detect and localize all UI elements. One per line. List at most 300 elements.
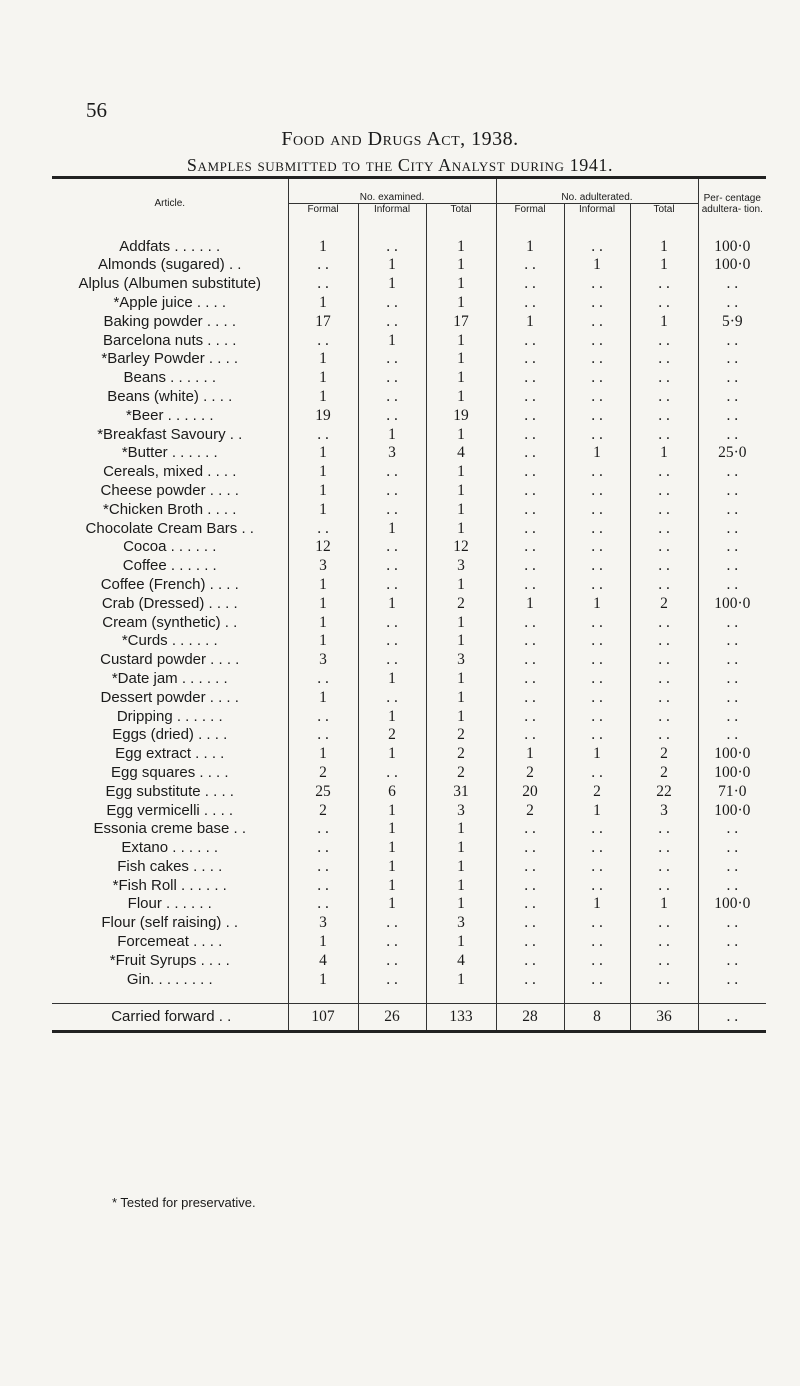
cell-ad-total: . . bbox=[630, 369, 698, 388]
cell-percentage: . . bbox=[698, 707, 766, 726]
cell-ex-informal: . . bbox=[358, 970, 426, 989]
cell-ad-formal: 2 bbox=[496, 801, 564, 820]
cell-ad-informal: . . bbox=[564, 500, 630, 519]
total-ad-formal: 28 bbox=[496, 1004, 564, 1032]
cell-ex-formal: 1 bbox=[288, 745, 358, 764]
table-row bbox=[52, 670, 766, 689]
cell-percentage: . . bbox=[698, 726, 766, 745]
cell-article: Essonia creme base . . bbox=[93, 820, 247, 838]
cell-ad-total: . . bbox=[630, 632, 698, 651]
cell-article: Egg squares . . . . bbox=[110, 763, 229, 781]
cell-ad-total: . . bbox=[630, 482, 698, 501]
cell-article: *Fish Roll . . . . . . bbox=[112, 876, 227, 894]
cell-ex-informal: 1 bbox=[358, 519, 426, 538]
cell-percentage: . . bbox=[698, 463, 766, 482]
cell-ex-formal: . . bbox=[288, 331, 358, 350]
cell-ad-total: 1 bbox=[630, 895, 698, 914]
cell-ex-informal: 1 bbox=[358, 858, 426, 877]
cell-ex-total: 1 bbox=[426, 858, 496, 877]
cell-ex-total: 1 bbox=[426, 613, 496, 632]
cell-ex-formal: 1 bbox=[288, 970, 358, 989]
cell-percentage: . . bbox=[698, 933, 766, 952]
cell-article: *Curds . . . . . . bbox=[121, 632, 218, 650]
cell-ad-informal: . . bbox=[564, 557, 630, 576]
cell-ex-informal: . . bbox=[358, 482, 426, 501]
cell-ex-total: 2 bbox=[426, 726, 496, 745]
table-row bbox=[52, 820, 766, 839]
cell-ex-formal: 4 bbox=[288, 951, 358, 970]
cell-article: Coffee (French) . . . . bbox=[100, 575, 239, 593]
cell-article: Flour (self raising) . . bbox=[101, 914, 239, 932]
cell-ex-formal: 1 bbox=[288, 350, 358, 369]
table-row bbox=[52, 500, 766, 519]
cell-ad-formal: . . bbox=[496, 482, 564, 501]
cell-percentage: . . bbox=[698, 425, 766, 444]
table-row bbox=[52, 576, 766, 595]
table-row bbox=[52, 651, 766, 670]
cell-ex-total: 1 bbox=[426, 688, 496, 707]
cell-ad-total: . . bbox=[630, 876, 698, 895]
cell-percentage: 100·0 bbox=[698, 745, 766, 764]
cell-ex-informal: 1 bbox=[358, 594, 426, 613]
cell-article: Cheese powder . . . . bbox=[100, 481, 239, 499]
cell-ad-informal: . . bbox=[564, 228, 630, 256]
cell-ad-total: 1 bbox=[630, 256, 698, 275]
cell-percentage: . . bbox=[698, 275, 766, 294]
table-row bbox=[52, 914, 766, 933]
table-row bbox=[52, 350, 766, 369]
cell-ex-informal: 1 bbox=[358, 745, 426, 764]
cell-ad-formal: . . bbox=[496, 557, 564, 576]
cell-ex-formal: 12 bbox=[288, 538, 358, 557]
table-row bbox=[52, 406, 766, 425]
cell-ad-informal: . . bbox=[564, 463, 630, 482]
cell-ad-formal: . . bbox=[496, 933, 564, 952]
cell-ad-formal: . . bbox=[496, 519, 564, 538]
cell-article: Dessert powder . . . . bbox=[100, 688, 239, 706]
cell-ad-informal: 1 bbox=[564, 745, 630, 764]
cell-ad-formal: . . bbox=[496, 707, 564, 726]
cell-article: Egg vermicelli . . . . bbox=[106, 801, 234, 819]
cell-percentage: . . bbox=[698, 538, 766, 557]
cell-ex-informal: . . bbox=[358, 951, 426, 970]
cell-ex-formal: . . bbox=[288, 858, 358, 877]
cell-ad-informal: . . bbox=[564, 538, 630, 557]
cell-ad-formal: . . bbox=[496, 256, 564, 275]
cell-ad-formal: . . bbox=[496, 350, 564, 369]
cell-ad-informal: . . bbox=[564, 275, 630, 294]
cell-article: Barcelona nuts . . . . bbox=[103, 331, 237, 349]
cell-ex-total: 17 bbox=[426, 312, 496, 331]
cell-ad-total: 3 bbox=[630, 801, 698, 820]
table-row bbox=[52, 970, 766, 989]
cell-ad-total: . . bbox=[630, 557, 698, 576]
cell-ex-total: 1 bbox=[426, 933, 496, 952]
cell-ex-total: 1 bbox=[426, 876, 496, 895]
cell-percentage: . . bbox=[698, 688, 766, 707]
cell-percentage: . . bbox=[698, 820, 766, 839]
cell-article: Flour . . . . . . bbox=[127, 895, 212, 913]
cell-percentage: 100·0 bbox=[698, 228, 766, 256]
cell-ex-informal: . . bbox=[358, 914, 426, 933]
cell-ex-informal: . . bbox=[358, 688, 426, 707]
total-percentage: . . bbox=[698, 1004, 766, 1032]
table-body bbox=[52, 228, 766, 1032]
cell-article: Almonds (sugared) . . bbox=[98, 256, 242, 274]
cell-ad-total: . . bbox=[630, 294, 698, 313]
cell-ad-formal: 1 bbox=[496, 745, 564, 764]
cell-article: Cream (synthetic) . . bbox=[102, 613, 238, 631]
cell-ad-informal: . . bbox=[564, 726, 630, 745]
cell-ex-total: 2 bbox=[426, 594, 496, 613]
table-row bbox=[52, 444, 766, 463]
cell-ex-informal: 1 bbox=[358, 707, 426, 726]
cell-ex-total: 1 bbox=[426, 970, 496, 989]
table-row bbox=[52, 876, 766, 895]
cell-ad-formal: . . bbox=[496, 406, 564, 425]
cell-ad-total: . . bbox=[630, 858, 698, 877]
cell-ad-informal: . . bbox=[564, 425, 630, 444]
cell-ad-formal: . . bbox=[496, 331, 564, 350]
cell-ad-total: . . bbox=[630, 425, 698, 444]
cell-ad-total: 22 bbox=[630, 782, 698, 801]
cell-ad-formal: . . bbox=[496, 951, 564, 970]
cell-ex-informal: 1 bbox=[358, 839, 426, 858]
table-row bbox=[52, 726, 766, 745]
table-row bbox=[52, 951, 766, 970]
cell-ad-informal: . . bbox=[564, 482, 630, 501]
cell-ex-informal: . . bbox=[358, 764, 426, 783]
cell-percentage: 100·0 bbox=[698, 764, 766, 783]
cell-article: Beans . . . . . . bbox=[123, 369, 217, 387]
cell-ex-informal: . . bbox=[358, 350, 426, 369]
table-row bbox=[52, 294, 766, 313]
cell-ad-informal: . . bbox=[564, 632, 630, 651]
cell-ex-total: 31 bbox=[426, 782, 496, 801]
cell-ad-informal: . . bbox=[564, 350, 630, 369]
cell-ad-informal: . . bbox=[564, 331, 630, 350]
cell-ex-formal: 19 bbox=[288, 406, 358, 425]
cell-ad-total: 2 bbox=[630, 594, 698, 613]
cell-ad-total: . . bbox=[630, 970, 698, 989]
cell-ex-total: 12 bbox=[426, 538, 496, 557]
cell-percentage: . . bbox=[698, 331, 766, 350]
page-title: Food and Drugs Act, 1938. bbox=[281, 128, 519, 150]
cell-ad-formal: . . bbox=[496, 538, 564, 557]
cell-ad-total: . . bbox=[630, 350, 698, 369]
cell-ex-total: 1 bbox=[426, 707, 496, 726]
cell-percentage: . . bbox=[698, 406, 766, 425]
cell-ad-total: . . bbox=[630, 406, 698, 425]
cell-ex-formal: . . bbox=[288, 256, 358, 275]
cell-ex-total: 1 bbox=[426, 519, 496, 538]
cell-ad-formal: . . bbox=[496, 839, 564, 858]
cell-ex-formal: 1 bbox=[288, 444, 358, 463]
header-ad-formal: Formal bbox=[496, 204, 564, 229]
samples-table bbox=[52, 176, 766, 1033]
cell-percentage: . . bbox=[698, 557, 766, 576]
cell-percentage: . . bbox=[698, 294, 766, 313]
cell-ex-formal: 1 bbox=[288, 294, 358, 313]
cell-ad-total: . . bbox=[630, 388, 698, 407]
carried-forward-row bbox=[52, 1004, 766, 1032]
cell-percentage: . . bbox=[698, 839, 766, 858]
cell-ad-total: . . bbox=[630, 726, 698, 745]
cell-ad-informal: 1 bbox=[564, 594, 630, 613]
cell-ex-informal: 1 bbox=[358, 670, 426, 689]
header-ad-total: Total bbox=[630, 204, 698, 229]
cell-ad-informal: . . bbox=[564, 951, 630, 970]
cell-ex-formal: . . bbox=[288, 876, 358, 895]
cell-ex-informal: . . bbox=[358, 538, 426, 557]
cell-ex-formal: 1 bbox=[288, 594, 358, 613]
cell-article: *Breakfast Savoury . . bbox=[97, 425, 243, 443]
cell-ex-total: 1 bbox=[426, 294, 496, 313]
cell-ex-formal: 1 bbox=[288, 463, 358, 482]
cell-percentage: . . bbox=[698, 500, 766, 519]
cell-ex-total: 1 bbox=[426, 463, 496, 482]
cell-ex-formal: 3 bbox=[288, 557, 358, 576]
cell-ex-informal: 1 bbox=[358, 256, 426, 275]
cell-ex-total: 1 bbox=[426, 228, 496, 256]
cell-percentage: . . bbox=[698, 369, 766, 388]
cell-article: Fish cakes . . . . bbox=[117, 857, 223, 875]
cell-ex-informal: 1 bbox=[358, 801, 426, 820]
total-ad-informal: 8 bbox=[564, 1004, 630, 1032]
cell-ex-informal: . . bbox=[358, 463, 426, 482]
cell-ad-formal: . . bbox=[496, 858, 564, 877]
cell-ex-formal: 1 bbox=[288, 482, 358, 501]
cell-percentage: . . bbox=[698, 632, 766, 651]
cell-ad-formal: . . bbox=[496, 914, 564, 933]
cell-ex-informal: . . bbox=[358, 557, 426, 576]
total-ex-informal: 26 bbox=[358, 1004, 426, 1032]
cell-ex-informal: 1 bbox=[358, 895, 426, 914]
table-row bbox=[52, 369, 766, 388]
cell-ad-formal: . . bbox=[496, 463, 564, 482]
cell-ad-formal: . . bbox=[496, 632, 564, 651]
cell-ex-formal: 1 bbox=[288, 388, 358, 407]
cell-ad-informal: . . bbox=[564, 519, 630, 538]
cell-ex-formal: . . bbox=[288, 726, 358, 745]
header-percentage: Per- centage adultera- tion. bbox=[698, 178, 766, 229]
cell-ex-formal: . . bbox=[288, 820, 358, 839]
cell-ad-informal: . . bbox=[564, 388, 630, 407]
cell-ex-informal: . . bbox=[358, 388, 426, 407]
cell-article: Chocolate Cream Bars . . bbox=[85, 519, 254, 537]
cell-ex-informal: . . bbox=[358, 576, 426, 595]
cell-ad-informal: 1 bbox=[564, 895, 630, 914]
cell-ad-informal: . . bbox=[564, 670, 630, 689]
cell-ex-informal: . . bbox=[358, 933, 426, 952]
cell-ad-total: 2 bbox=[630, 745, 698, 764]
table-row bbox=[52, 745, 766, 764]
cell-article: Cocoa . . . . . . bbox=[123, 538, 217, 556]
cell-ex-total: 4 bbox=[426, 951, 496, 970]
table-row bbox=[52, 688, 766, 707]
cell-ex-informal: 1 bbox=[358, 820, 426, 839]
cell-ad-formal: 1 bbox=[496, 228, 564, 256]
cell-percentage: . . bbox=[698, 519, 766, 538]
cell-ex-informal: . . bbox=[358, 228, 426, 256]
cell-ad-formal: . . bbox=[496, 876, 564, 895]
cell-ex-informal: 3 bbox=[358, 444, 426, 463]
cell-percentage: 100·0 bbox=[698, 256, 766, 275]
cell-percentage: 100·0 bbox=[698, 594, 766, 613]
cell-ad-formal: . . bbox=[496, 651, 564, 670]
cell-article: Egg substitute . . . . bbox=[105, 782, 234, 800]
cell-ad-informal: . . bbox=[564, 707, 630, 726]
cell-article: *Apple juice . . . . bbox=[113, 293, 227, 311]
cell-ex-informal: . . bbox=[358, 312, 426, 331]
cell-ad-total: 2 bbox=[630, 764, 698, 783]
table-row bbox=[52, 228, 766, 256]
cell-ex-total: 19 bbox=[426, 406, 496, 425]
cell-ad-informal: . . bbox=[564, 688, 630, 707]
header-ex-formal: Formal bbox=[288, 204, 358, 229]
cell-ad-formal: . . bbox=[496, 820, 564, 839]
cell-ex-formal: 2 bbox=[288, 801, 358, 820]
cell-percentage: . . bbox=[698, 576, 766, 595]
cell-ex-formal: . . bbox=[288, 519, 358, 538]
cell-ad-formal: . . bbox=[496, 726, 564, 745]
cell-ad-total: . . bbox=[630, 538, 698, 557]
cell-ex-total: 4 bbox=[426, 444, 496, 463]
cell-ex-total: 1 bbox=[426, 275, 496, 294]
cell-article: Alplus (Albumen substitute) bbox=[78, 275, 262, 293]
cell-ad-total: . . bbox=[630, 933, 698, 952]
cell-percentage: 71·0 bbox=[698, 782, 766, 801]
spacer-row bbox=[52, 989, 766, 1004]
cell-ex-informal: . . bbox=[358, 369, 426, 388]
cell-ad-formal: . . bbox=[496, 500, 564, 519]
cell-article: Extano . . . . . . bbox=[121, 839, 219, 857]
cell-ad-informal: . . bbox=[564, 970, 630, 989]
table-row bbox=[52, 331, 766, 350]
table-row bbox=[52, 482, 766, 501]
cell-ex-total: 1 bbox=[426, 839, 496, 858]
cell-ex-total: 1 bbox=[426, 350, 496, 369]
cell-ex-formal: 1 bbox=[288, 613, 358, 632]
cell-ex-formal: . . bbox=[288, 895, 358, 914]
total-article: Carried forward . . bbox=[52, 1004, 288, 1032]
cell-ex-total: 1 bbox=[426, 256, 496, 275]
cell-ex-informal: . . bbox=[358, 294, 426, 313]
cell-ad-informal: . . bbox=[564, 651, 630, 670]
cell-ad-formal: . . bbox=[496, 425, 564, 444]
cell-ex-total: 1 bbox=[426, 500, 496, 519]
cell-ex-formal: 1 bbox=[288, 500, 358, 519]
cell-percentage: . . bbox=[698, 482, 766, 501]
table-row bbox=[52, 538, 766, 557]
cell-ad-formal: 2 bbox=[496, 764, 564, 783]
cell-percentage: . . bbox=[698, 970, 766, 989]
cell-percentage: . . bbox=[698, 613, 766, 632]
cell-ad-total: . . bbox=[630, 651, 698, 670]
cell-ad-total: . . bbox=[630, 820, 698, 839]
table-row bbox=[52, 557, 766, 576]
cell-ad-formal: . . bbox=[496, 895, 564, 914]
cell-article: Beans (white) . . . . bbox=[107, 387, 233, 405]
cell-ex-total: 3 bbox=[426, 557, 496, 576]
cell-ex-formal: 3 bbox=[288, 651, 358, 670]
cell-percentage: . . bbox=[698, 670, 766, 689]
cell-ex-total: 1 bbox=[426, 425, 496, 444]
table-row bbox=[52, 613, 766, 632]
cell-ad-informal: 2 bbox=[564, 782, 630, 801]
cell-ad-total: . . bbox=[630, 613, 698, 632]
header-ad-informal: Informal bbox=[564, 204, 630, 229]
cell-ad-formal: 1 bbox=[496, 594, 564, 613]
cell-percentage: . . bbox=[698, 388, 766, 407]
cell-ad-total: 1 bbox=[630, 444, 698, 463]
cell-ex-formal: . . bbox=[288, 275, 358, 294]
cell-ad-informal: . . bbox=[564, 933, 630, 952]
cell-percentage: . . bbox=[698, 350, 766, 369]
cell-percentage: 25·0 bbox=[698, 444, 766, 463]
cell-ad-formal: . . bbox=[496, 369, 564, 388]
total-ex-formal: 107 bbox=[288, 1004, 358, 1032]
cell-ex-total: 1 bbox=[426, 895, 496, 914]
table-row bbox=[52, 839, 766, 858]
cell-ex-formal: 1 bbox=[288, 228, 358, 256]
cell-ad-informal: . . bbox=[564, 858, 630, 877]
cell-article: *Barley Powder . . . . bbox=[101, 350, 239, 368]
cell-article: *Beer . . . . . . bbox=[125, 406, 214, 424]
cell-ex-formal: 2 bbox=[288, 764, 358, 783]
cell-ad-formal: . . bbox=[496, 388, 564, 407]
cell-percentage: . . bbox=[698, 876, 766, 895]
cell-ex-formal: 1 bbox=[288, 632, 358, 651]
table-row bbox=[52, 895, 766, 914]
cell-percentage: . . bbox=[698, 951, 766, 970]
cell-ad-informal: 1 bbox=[564, 256, 630, 275]
cell-ex-total: 1 bbox=[426, 331, 496, 350]
cell-ex-formal: 1 bbox=[288, 369, 358, 388]
cell-ex-formal: . . bbox=[288, 425, 358, 444]
cell-ad-informal: . . bbox=[564, 294, 630, 313]
cell-article: Cereals, mixed . . . . bbox=[103, 463, 237, 481]
cell-ad-total: . . bbox=[630, 951, 698, 970]
cell-ex-formal: 17 bbox=[288, 312, 358, 331]
header-ex-informal: Informal bbox=[358, 204, 426, 229]
cell-ad-informal: . . bbox=[564, 876, 630, 895]
cell-percentage: . . bbox=[698, 858, 766, 877]
cell-article: *Date jam . . . . . . bbox=[111, 669, 228, 687]
cell-ex-total: 3 bbox=[426, 651, 496, 670]
cell-ad-formal: . . bbox=[496, 294, 564, 313]
cell-ex-total: 1 bbox=[426, 369, 496, 388]
cell-ex-total: 1 bbox=[426, 632, 496, 651]
table-row bbox=[52, 463, 766, 482]
cell-ex-formal: 1 bbox=[288, 933, 358, 952]
cell-ad-informal: 1 bbox=[564, 801, 630, 820]
cell-article: *Chicken Broth . . . . bbox=[103, 500, 237, 518]
cell-ex-informal: . . bbox=[358, 406, 426, 425]
cell-ad-total: 1 bbox=[630, 312, 698, 331]
header-examined: No. examined. bbox=[288, 178, 496, 204]
cell-ex-formal: 1 bbox=[288, 576, 358, 595]
cell-ad-total: . . bbox=[630, 463, 698, 482]
cell-article: Egg extract . . . . bbox=[115, 745, 225, 763]
cell-article: Coffee . . . . . . bbox=[122, 557, 217, 575]
table-row bbox=[52, 388, 766, 407]
cell-ex-informal: . . bbox=[358, 632, 426, 651]
cell-article: Crab (Dressed) . . . . bbox=[101, 594, 238, 612]
cell-ex-informal: 6 bbox=[358, 782, 426, 801]
cell-ex-total: 1 bbox=[426, 388, 496, 407]
cell-ad-informal: . . bbox=[564, 839, 630, 858]
